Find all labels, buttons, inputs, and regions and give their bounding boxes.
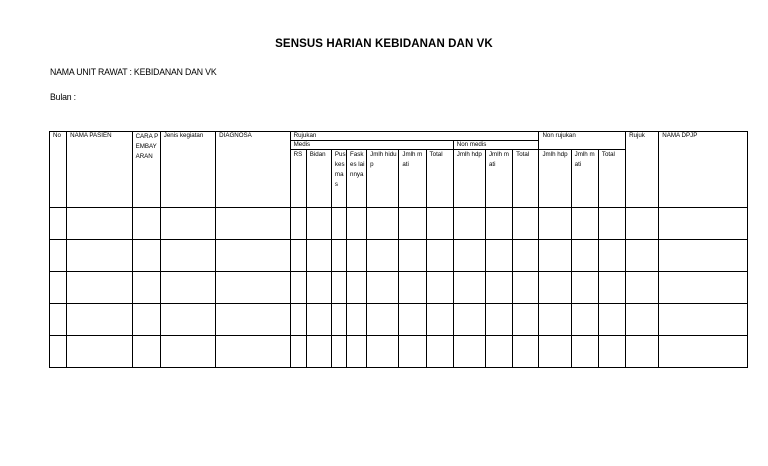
table-cell [626,304,659,336]
table-cell [347,304,367,336]
table-cell [659,240,748,272]
table-cell [132,336,160,368]
table-cell [399,272,426,304]
table-cell [453,272,485,304]
table-cell [216,208,291,240]
table-cell [132,240,160,272]
table-cell [331,336,346,368]
table-cell [485,272,512,304]
table-cell [485,304,512,336]
table-cell [598,272,625,304]
header-puskesmas: Puskesmas [331,150,346,208]
table-cell [571,240,598,272]
table-row [50,208,748,240]
header-diagnosa: DIAGNOSA [216,132,291,208]
table-cell [132,208,160,240]
table-row [50,272,748,304]
table-cell [453,336,485,368]
table-cell [50,208,67,240]
table-cell [50,272,67,304]
table-cell [426,304,453,336]
table-cell [453,304,485,336]
table-cell [331,240,346,272]
table-cell [399,240,426,272]
table-cell [513,336,539,368]
table-cell [67,336,132,368]
table-cell [539,272,571,304]
table-cell [290,240,306,272]
table-cell [626,240,659,272]
table-cell [347,336,367,368]
table-cell [290,304,306,336]
table-cell [426,272,453,304]
table-cell [367,208,399,240]
table-cell [571,336,598,368]
table-cell [598,304,625,336]
table-cell [216,304,291,336]
table-cell [513,272,539,304]
header-nonmedis-jmlh-hdp: Jmlh hdp [453,150,485,208]
table-cell [453,208,485,240]
census-table [49,131,748,368]
table-cell [347,272,367,304]
table-cell [367,336,399,368]
header-non-rujukan: Non rujukan [539,132,626,150]
table-cell [306,208,331,240]
table-cell [513,240,539,272]
table-cell [67,304,132,336]
header-nama-pasien: NAMA PASIEN [67,132,132,208]
table-cell [216,336,291,368]
table-cell [160,208,215,240]
header-nonmedis-jmlh-mati: Jmlh mati [485,150,512,208]
table-cell [399,336,426,368]
table-cell [50,304,67,336]
table-cell [626,336,659,368]
table-cell [160,272,215,304]
table-cell [598,240,625,272]
table-cell [367,272,399,304]
table-cell [659,272,748,304]
table-cell [306,240,331,272]
table-cell [290,336,306,368]
table-cell [453,240,485,272]
table-cell [306,272,331,304]
table-cell [659,336,748,368]
header-rs: RS [290,150,306,208]
table-cell [513,304,539,336]
table-cell [626,208,659,240]
table-cell [598,208,625,240]
month-line: Bulan : [50,92,76,103]
table-row [50,336,748,368]
header-medis-jmlh-mati: Jmlh mati [399,150,426,208]
table-cell [290,208,306,240]
table-cell [160,304,215,336]
table-cell [659,208,748,240]
table-cell [306,336,331,368]
table-cell [290,272,306,304]
table-cell [67,272,132,304]
table-cell [367,240,399,272]
table-cell [50,336,67,368]
table-cell [539,208,571,240]
header-bidan: Bidan [306,150,331,208]
table-cell [50,240,67,272]
table-cell [485,240,512,272]
header-nonrujukan-total: Total [598,150,625,208]
header-medis-total: Total [426,150,453,208]
table-cell [399,208,426,240]
table-cell [598,336,625,368]
table-cell [426,336,453,368]
table-cell [659,304,748,336]
table-cell [626,272,659,304]
table-cell [426,240,453,272]
table-cell [539,240,571,272]
header-rujuk: Rujuk [626,132,659,208]
table-cell [347,208,367,240]
header-rujukan: Rujukan [290,132,539,141]
table-cell [216,240,291,272]
table-cell [485,208,512,240]
document-title: SENSUS HARIAN KEBIDANAN DAN VK [275,38,493,50]
table-cell [485,336,512,368]
header-no: No [50,132,67,208]
table-cell [160,240,215,272]
header-nonmedis-total: Total [513,150,539,208]
table-cell [513,208,539,240]
table-cell [539,336,571,368]
header-nonrujukan-jmlh-hdp: Jmlh hdp [539,150,571,208]
header-faskes-lainnya: Faskes lainnya [347,150,367,208]
header-medis-jmlh-hidup: Jmlh hidup [367,150,399,208]
table-cell [347,240,367,272]
table-cell [160,336,215,368]
table-cell [539,304,571,336]
table-cell [571,272,598,304]
table-cell [67,208,132,240]
table-cell [331,208,346,240]
table-cell [426,208,453,240]
table-row [50,304,748,336]
header-nonrujukan-jmlh-mati: Jmlh mati [571,150,598,208]
header-non-medis: Non medis [453,141,539,150]
table-cell [132,304,160,336]
table-cell [399,304,426,336]
table-row [50,240,748,272]
table-cell [132,272,160,304]
table-cell [216,272,291,304]
unit-name-line: NAMA UNIT RAWAT : KEBIDANAN DAN VK [50,67,217,78]
table-cell [571,208,598,240]
table-cell [331,272,346,304]
table-cell [571,304,598,336]
header-cara-pembayaran: CARA PEMBAYARAN [132,132,160,208]
header-jenis-kegiatan: Jenis kegiatan [160,132,215,208]
table-cell [306,304,331,336]
table-cell [67,240,132,272]
table-cell [331,304,346,336]
table-cell [367,304,399,336]
header-medis: Medis [290,141,453,150]
header-nama-dpjp: NAMA DPJP [659,132,748,208]
